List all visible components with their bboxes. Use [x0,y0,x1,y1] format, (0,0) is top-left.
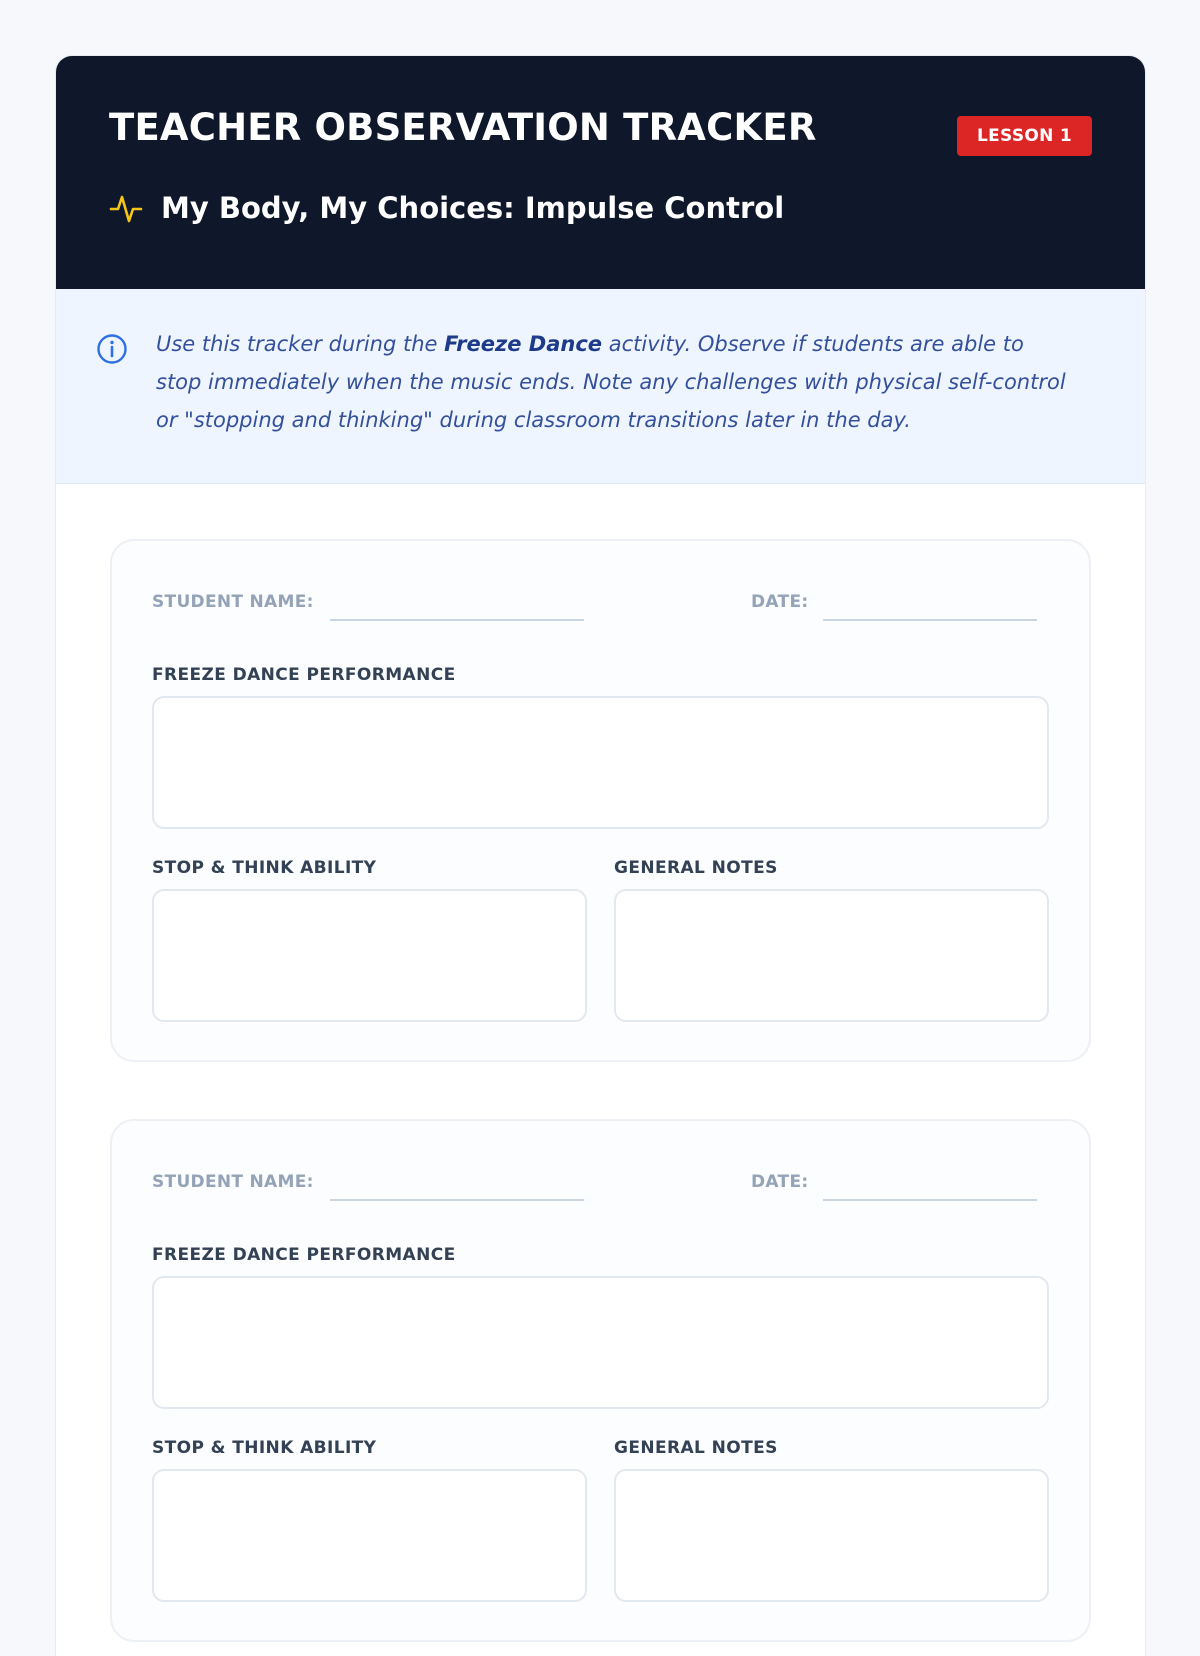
performance-label: FREEZE DANCE PERFORMANCE [152,1245,456,1265]
instructions-text [156,325,1066,439]
subtitle-row [109,191,784,225]
lesson-subtitle: My Body, My Choices: Impulse Control [161,191,785,225]
general-notes-label: GENERAL NOTES [614,858,778,878]
performance-notes-box[interactable] [152,1276,1049,1409]
performance-notes-box[interactable] [152,696,1049,829]
general-notes-label: GENERAL NOTES [614,1438,778,1458]
date-field[interactable] [823,1199,1037,1201]
general-notes-box[interactable] [614,889,1049,1022]
instructions-text-start: Use this tracker during the [156,332,445,356]
student-entry [110,539,1091,1062]
instructions-box [56,289,1145,484]
info-icon [96,333,128,365]
instructions-text-end: activity. Observe if students are able to stop immediately when the music ends. Note any challenges with physical self-control or "stopping and thinking" during classroom transitions later in the day. [156,332,1066,432]
student-name-label: STUDENT NAME: [152,1172,314,1192]
observation-tracker-card [56,56,1145,1656]
stop-think-notes-box[interactable] [152,1469,587,1602]
lesson-badge: LESSON 1 [957,116,1092,156]
general-notes-box[interactable] [614,1469,1049,1602]
date-field[interactable] [823,619,1037,621]
pulse-icon [109,191,143,225]
performance-label: FREEZE DANCE PERFORMANCE [152,665,456,685]
page-title: TEACHER OBSERVATION TRACKER [109,106,817,149]
student-name-field[interactable] [330,619,584,621]
activity-name: Freeze Dance [444,332,603,356]
stop-think-label: STOP & THINK ABILITY [152,1438,377,1458]
stop-think-notes-box[interactable] [152,889,587,1022]
student-name-field[interactable] [330,1199,584,1201]
student-name-label: STUDENT NAME: [152,592,314,612]
stop-think-label: STOP & THINK ABILITY [152,858,377,878]
student-entry [110,1119,1091,1642]
date-label: DATE: [751,592,809,612]
date-label: DATE: [751,1172,809,1192]
tracker-header [56,56,1145,289]
